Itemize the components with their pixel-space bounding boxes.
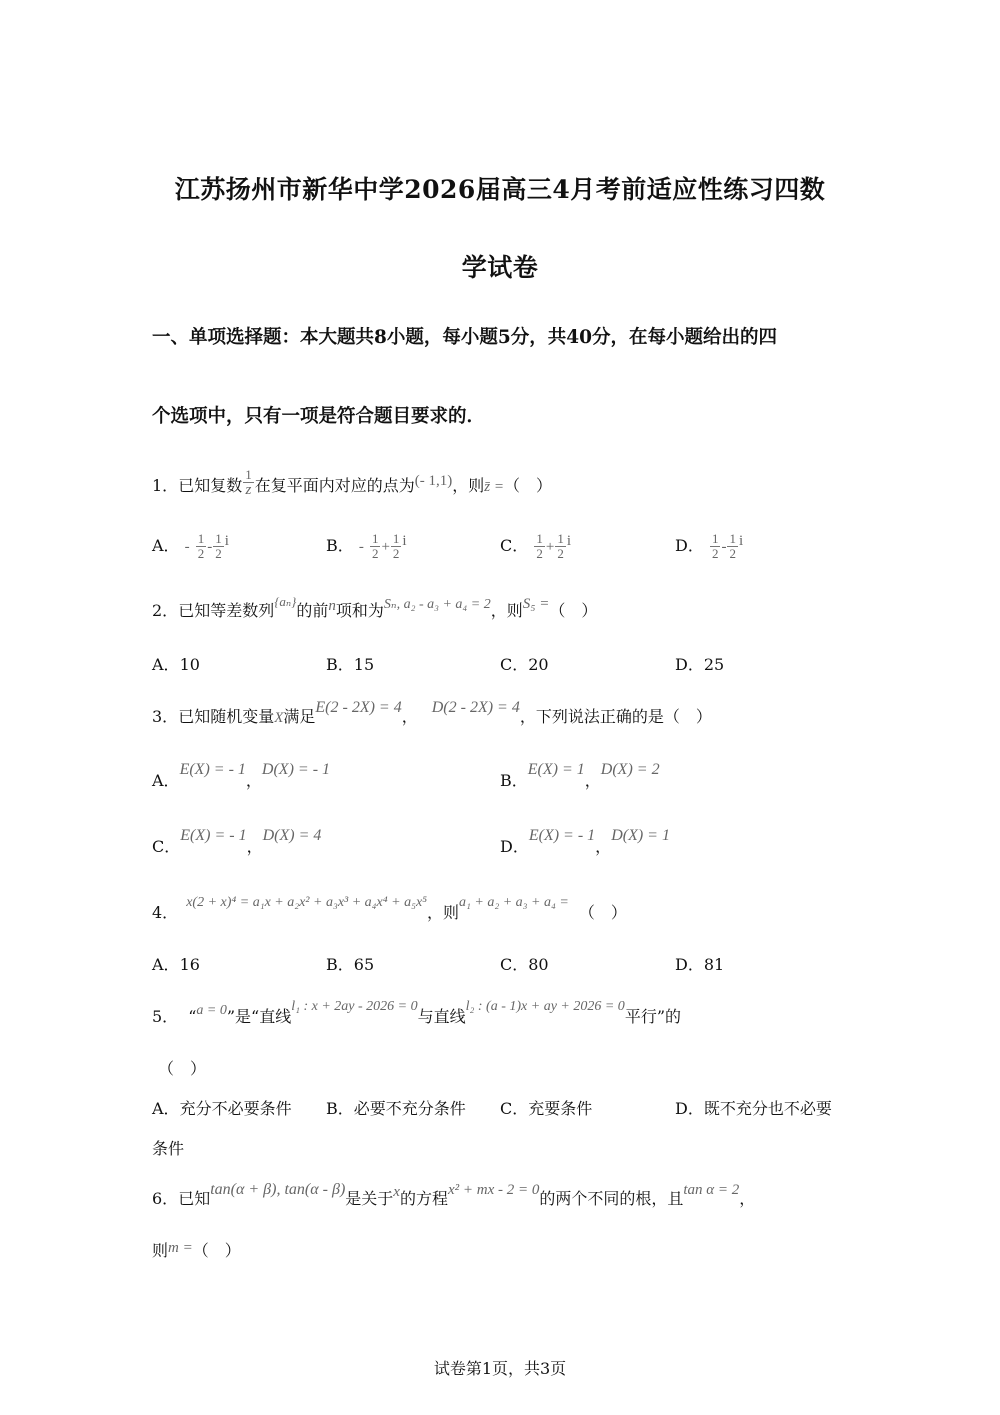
answer-paren: （ ） — [158, 1059, 207, 1078]
math-condition: Sₙ, a₂ - a₃ + a₄ = 2 — [383, 597, 491, 612]
math-sequence: {aₙ} — [274, 594, 297, 609]
fraction-numerator: 1 — [197, 531, 205, 546]
math-line-1: l₁ : x + 2ay - 2026 = 0 — [291, 999, 418, 1014]
math-n: n — [328, 598, 336, 614]
q3-option-a[interactable] — [152, 761, 331, 791]
separator: ， — [595, 837, 612, 856]
math-tangents: tan(α + β), tan(α - β) — [210, 1181, 346, 1198]
q2-option-c[interactable] — [500, 652, 549, 675]
math-m: m = — [168, 1240, 193, 1256]
fraction — [370, 532, 381, 561]
q4-option-d[interactable] — [675, 952, 724, 975]
question-number: 6． — [152, 1189, 179, 1208]
fraction-denominator: 2 — [371, 546, 379, 561]
option-label: D． — [675, 955, 704, 974]
answer-paren: （ ） — [578, 903, 627, 922]
question-number: 2． — [152, 601, 179, 620]
option-value: 80 — [528, 955, 549, 974]
fraction — [727, 532, 738, 561]
fraction — [213, 532, 224, 561]
fraction — [391, 532, 402, 561]
question-6-line2 — [152, 1238, 241, 1261]
fraction-denominator: z — [245, 482, 252, 498]
math-expectation: E(2 - 2X) = 4 — [315, 699, 402, 716]
question-text: “ — [188, 1007, 197, 1026]
q3-option-d[interactable] — [500, 827, 670, 857]
exam-title-line1: 江苏扬州市新华中学2026届高三4月考前适应性练习四数 — [174, 175, 826, 204]
separator: ， — [245, 771, 262, 790]
section-heading-line1: 一、单项选择题：本大题共8小题，每小题5分，共40分，在每小题给出的四 — [152, 327, 777, 348]
math-expectation: E(X) = - 1 — [180, 827, 247, 844]
question-text: 满足 — [283, 707, 316, 726]
option-label: B． — [326, 655, 354, 674]
q4-option-c[interactable] — [500, 952, 549, 975]
math-expectation: E(X) = - 1 — [179, 761, 246, 778]
question-text: ， — [739, 1189, 756, 1208]
q3-option-c[interactable] — [152, 827, 322, 857]
answer-paren: （ ） — [549, 601, 598, 620]
q1-option-a[interactable] — [152, 532, 229, 561]
fraction — [710, 532, 721, 561]
option-label: A． — [152, 655, 180, 674]
q5-option-b[interactable] — [326, 1096, 466, 1119]
math-zbar: z̄ = — [484, 479, 504, 495]
math-sum: a₁ + a₂ + a₃ + a₄ = — [459, 895, 569, 910]
fraction-denominator: 2 — [557, 546, 564, 561]
q1-option-b[interactable] — [326, 532, 407, 561]
option-label: D． — [675, 655, 704, 674]
option-value: 必要不充分条件 — [353, 1099, 466, 1118]
fraction-denominator: 2 — [536, 546, 543, 561]
option-label: B． — [326, 536, 354, 555]
question-number: 1． — [152, 476, 179, 495]
fraction-numerator: 1 — [371, 531, 379, 546]
question-text: 已知复数 — [178, 476, 243, 495]
math-x: X — [274, 710, 284, 726]
question-text: 平行”的 — [624, 1007, 681, 1026]
option-label: B． — [326, 1099, 354, 1118]
math-condition: a = 0 — [196, 1003, 227, 1018]
fraction — [555, 532, 566, 561]
math-equation: x² + mx - 2 = 0 — [447, 1182, 540, 1198]
question-text: 已知等差数列 — [178, 601, 275, 620]
q1-option-c[interactable] — [500, 532, 571, 561]
separator: ， — [584, 771, 601, 790]
math-operator: - — [721, 539, 727, 555]
question-1 — [152, 468, 552, 497]
question-text: ，下列说法正确的是（ ） — [519, 707, 712, 726]
fraction-denominator: 2 — [711, 546, 719, 561]
question-text: 的方程 — [399, 1189, 448, 1208]
option-label: C． — [152, 837, 181, 856]
option-value: 25 — [703, 655, 725, 674]
math-operator: - — [207, 539, 213, 555]
q3-option-b[interactable] — [500, 761, 660, 791]
math-variance: D(X) = 1 — [611, 827, 670, 844]
math-tan-alpha: tan α = 2 — [683, 1182, 740, 1198]
fraction-numerator: 1 — [557, 531, 564, 546]
fraction-numerator: 1 — [536, 531, 543, 546]
option-value: 充要条件 — [528, 1099, 593, 1118]
option-label: C． — [500, 955, 529, 974]
fraction-numerator: 1 — [711, 531, 719, 546]
question-6 — [152, 1181, 756, 1209]
fraction — [196, 532, 207, 561]
q4-option-b[interactable] — [326, 952, 374, 975]
math-variance: D(X) = 2 — [600, 761, 660, 778]
option-label: D． — [675, 536, 704, 555]
math-variance: D(2 - 2X) = 4 — [431, 699, 520, 716]
question-text: ， — [401, 707, 418, 726]
option-value: 65 — [353, 955, 375, 974]
question-4 — [152, 895, 627, 923]
separator: ， — [246, 837, 263, 856]
question-text: 是关于 — [345, 1189, 394, 1208]
option-label: D． — [675, 1099, 704, 1118]
fraction-numerator: 1 — [729, 531, 736, 546]
q4-option-a[interactable] — [152, 952, 200, 975]
math-imaginary-unit: i — [402, 533, 407, 549]
q5-option-a[interactable] — [152, 1096, 292, 1119]
fraction — [534, 532, 545, 561]
option-value: 16 — [179, 955, 200, 974]
question-text: ”是“直线 — [226, 1007, 292, 1026]
question-2 — [152, 594, 598, 621]
question-text: 的两个不同的根，且 — [539, 1189, 684, 1208]
math-sign: - — [184, 539, 190, 555]
fraction-denominator: 2 — [215, 546, 222, 561]
math-imaginary-unit: i — [738, 533, 744, 549]
option-label: C． — [500, 655, 529, 674]
answer-paren: （ ） — [192, 1241, 241, 1260]
math-expectation: E(X) = - 1 — [528, 827, 596, 844]
option-value: 充分不必要条件 — [179, 1099, 292, 1118]
question-number: 4． — [152, 903, 179, 922]
q2-option-d[interactable] — [675, 652, 724, 675]
question-text: 的前 — [296, 601, 329, 620]
option-value: 20 — [528, 655, 549, 674]
question-text: 在复平面内对应的点为 — [254, 476, 415, 495]
fraction-numerator: 1 — [245, 467, 252, 482]
option-value: 既不充分也不必要 — [703, 1099, 832, 1118]
question-text: 已知随机变量 — [178, 707, 275, 726]
option-value: 15 — [353, 655, 375, 674]
option-label: C． — [500, 536, 529, 555]
fraction-denominator: 2 — [392, 546, 400, 561]
fraction-denominator: 2 — [197, 546, 205, 561]
fraction-one-over-z — [243, 468, 254, 497]
option-label: B． — [326, 955, 354, 974]
question-text: ，则 — [427, 903, 460, 922]
page-footer: 试卷第1页，共3页 — [433, 1359, 567, 1378]
question-text: ，则 — [452, 476, 485, 495]
option-label: A． — [152, 536, 180, 555]
q5-option-d[interactable] — [675, 1096, 832, 1119]
question-text: 与直线 — [417, 1007, 466, 1026]
option-label: D． — [500, 837, 529, 856]
math-imaginary-unit: i — [224, 533, 229, 549]
exam-title-line2: 学试卷 — [461, 253, 539, 282]
math-imaginary-unit: i — [566, 533, 571, 549]
math-sign: - — [358, 539, 364, 555]
question-text: 则 — [152, 1241, 169, 1260]
math-expansion: x(2 + x)⁴ = a₁x + a₂x² + a₃x³ + a₄x⁴ + a₅x⁵ — [186, 895, 428, 910]
question-number: 5． — [152, 1007, 179, 1026]
math-variance: D(X) = 4 — [262, 827, 322, 844]
math-variance: D(X) = - 1 — [261, 761, 331, 778]
option-value: 10 — [179, 655, 200, 674]
math-s5: S₅ = — [522, 596, 550, 612]
math-operator: + — [381, 539, 390, 555]
option-label: C． — [500, 1099, 529, 1118]
option-value: 81 — [703, 955, 725, 974]
question-text: ，则 — [490, 601, 523, 620]
question-text: 已知 — [178, 1189, 211, 1208]
math-point: (- 1,1) — [414, 473, 453, 489]
question-5 — [152, 999, 681, 1027]
option-label: A． — [152, 955, 180, 974]
question-3 — [152, 699, 712, 727]
option-label: B． — [500, 771, 528, 790]
option-label: A． — [152, 771, 180, 790]
math-expectation: E(X) = 1 — [527, 761, 585, 778]
fraction-numerator: 1 — [392, 531, 400, 546]
option-label: A． — [152, 1099, 180, 1118]
math-operator: + — [545, 539, 555, 555]
section-heading-line2: 个选项中，只有一项是符合题目要求的． — [152, 406, 486, 427]
question-text: 项和为 — [335, 601, 384, 620]
q5-option-c[interactable] — [500, 1096, 592, 1119]
q2-option-b[interactable] — [326, 652, 374, 675]
answer-paren: （ ） — [503, 476, 552, 495]
q5-option-d-wrap: 条件 — [152, 1139, 185, 1158]
q2-option-a[interactable] — [152, 652, 200, 675]
question-number: 3． — [152, 707, 179, 726]
math-x: x — [393, 1184, 400, 1200]
q1-option-d[interactable] — [675, 532, 743, 561]
fraction-numerator: 1 — [215, 531, 222, 546]
math-line-2: l₂ : (a - 1)x + ay + 2026 = 0 — [465, 999, 625, 1014]
fraction-denominator: 2 — [729, 546, 736, 561]
